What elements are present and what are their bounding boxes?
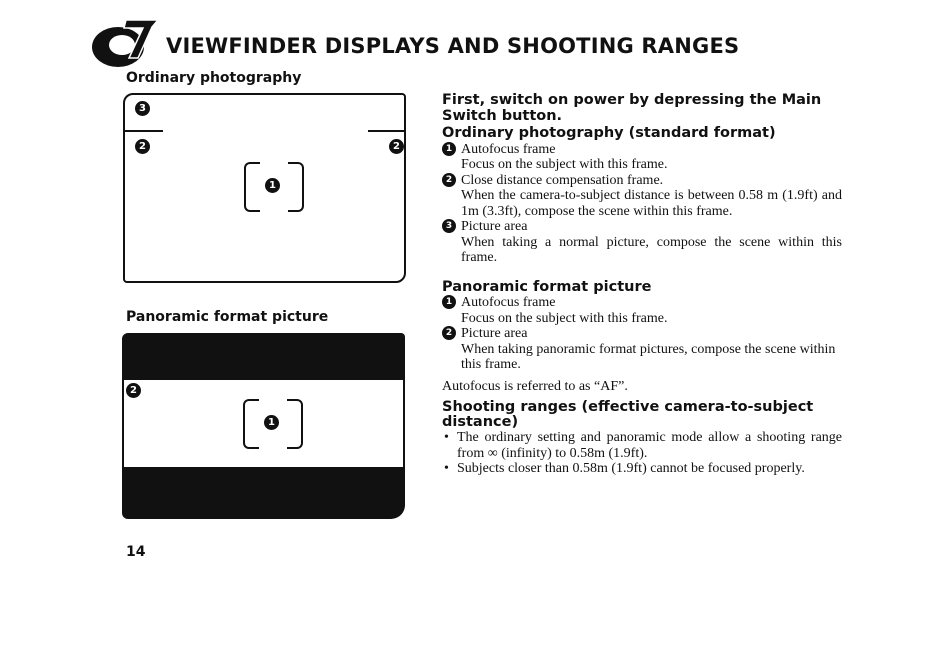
intro-instruction: First, switch on power by depressing the Main Switch button.: [442, 92, 822, 124]
ordinary-photography-label: Ordinary photography: [126, 70, 302, 86]
panoramic-viewfinder-diagram: [122, 333, 405, 519]
panoramic-item-2: 2 Picture area: [442, 326, 842, 342]
marker-2-left: 2: [135, 139, 150, 154]
panoramic-item-2-desc: When taking panoramic format pictures, compose the scene within this frame.: [461, 341, 836, 372]
number-7-logo-icon: [88, 14, 160, 70]
ordinary-item-1-desc: Focus on the subject with this frame.: [461, 157, 668, 172]
ordinary-item-3-desc: When taking a normal picture, compose the scene within this frame.: [461, 234, 842, 265]
ordinary-item-3: 3 Picture area: [442, 219, 842, 235]
af-note: Autofocus is referred to as “AF”.: [442, 378, 628, 394]
page-number: 14: [126, 544, 146, 560]
marker-3: 3: [135, 101, 150, 116]
panoramic-item-1-desc: Focus on the subject with this frame.: [461, 310, 668, 326]
shooting-ranges-heading: Shooting ranges (effective camera-to-subject distance): [442, 399, 814, 430]
range-bullet-2: • Subjects closer than 0.58m (1.9ft) cannot be focused properly.: [442, 461, 842, 477]
instructions-column: [442, 92, 842, 477]
close-distance-mark-left: [123, 130, 163, 132]
panoramic-format-label: Panoramic format picture: [126, 309, 329, 325]
marker-1: 1: [265, 178, 280, 193]
marker-1: 1: [264, 415, 279, 430]
marker-2-right: 2: [389, 139, 404, 154]
marker-2: 2: [126, 383, 141, 398]
range-bullet-1: • The ordinary setting and panoramic mode allow a shooting range from ∞ (infinity) to 0.58m (1.9ft).: [442, 430, 842, 461]
page-title: VIEWFINDER DISPLAYS AND SHOOTING RANGES: [166, 34, 740, 58]
ordinary-viewfinder-diagram: [123, 93, 406, 283]
panoramic-heading: Panoramic format picture: [442, 278, 652, 295]
ordinary-item-2: 2 Close distance compensation frame.: [442, 173, 842, 189]
close-distance-mark-right: [368, 130, 406, 132]
panoramic-item-1: 1 Autofocus frame: [442, 295, 842, 311]
ordinary-heading: Ordinary photography (standard format): [442, 125, 776, 141]
ordinary-item-1: 1 Autofocus frame: [442, 142, 842, 158]
ordinary-item-2-desc: When the camera-to-subject distance is between 0.58 m (1.9ft) and 1m (3.3ft), compose the scene within this frame.: [461, 188, 842, 219]
